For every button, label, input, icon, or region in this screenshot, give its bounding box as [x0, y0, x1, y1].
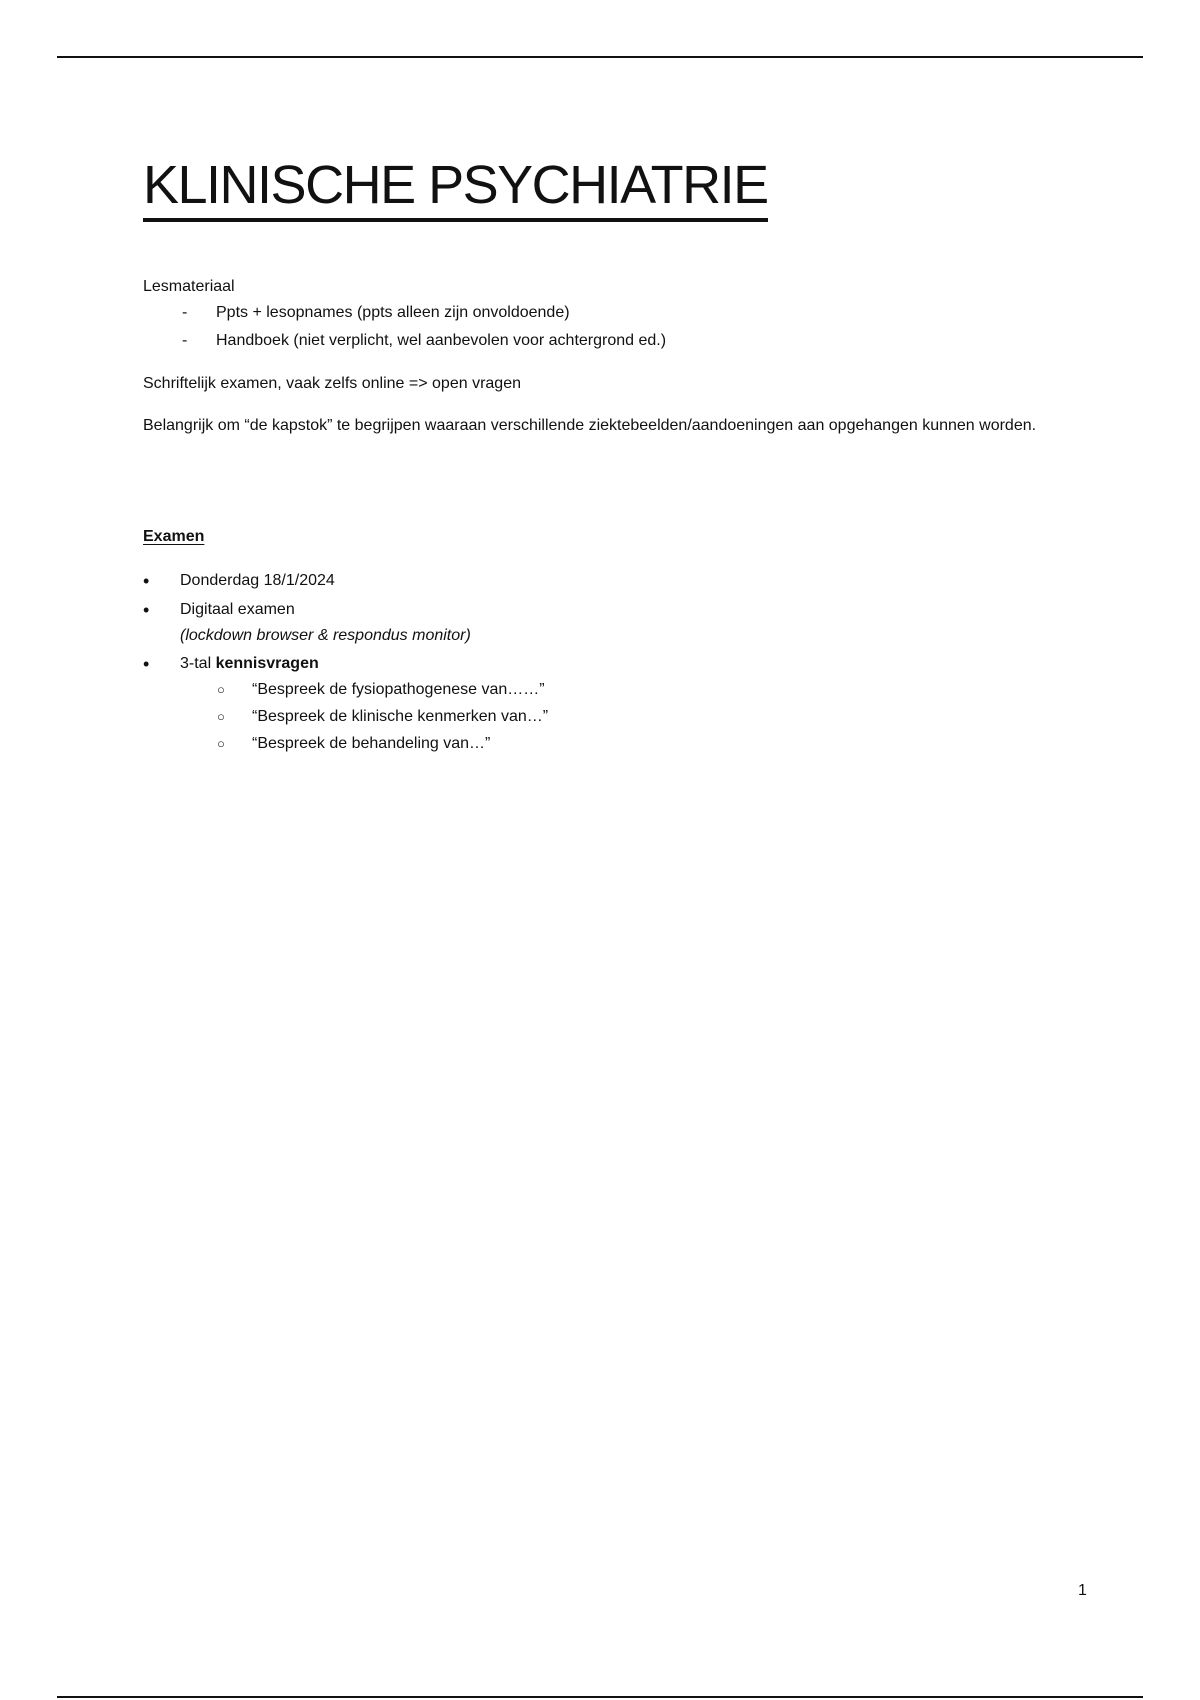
bullet-marker: • — [143, 654, 150, 674]
examen-item-note: (lockdown browser & respondus monitor) — [180, 627, 471, 644]
document-title: KLINISCHE PSYCHIATRIE — [143, 152, 768, 222]
header-rule — [57, 56, 1143, 58]
kennisvragen-bold: kennisvragen — [215, 655, 319, 672]
page-number: 1 — [1078, 1582, 1087, 1599]
question-item: “Bespreek de klinische kenmerken van…” — [252, 708, 549, 725]
lesmateriaal-item: Ppts + lesopnames (ppts alleen zijn onvoldoende) — [216, 304, 570, 321]
dash-marker: - — [182, 304, 188, 321]
examen-item-kennisvragen — [180, 651, 319, 677]
examen-heading: Examen — [143, 528, 205, 545]
examen-item-digital: Digitaal examen — [180, 601, 295, 618]
question-item: “Bespreek de fysiopathogenese van……” — [252, 681, 545, 698]
exam-format-paragraph: Schriftelijk examen, vaak zelfs online => open vragen — [143, 375, 521, 392]
question-item: “Bespreek de behandeling van…” — [252, 735, 491, 752]
bullet-marker: • — [143, 600, 150, 620]
dash-marker: - — [182, 332, 188, 349]
bullet-marker: • — [143, 571, 150, 591]
footer-rule — [57, 1696, 1143, 1698]
lesmateriaal-heading: Lesmateriaal — [143, 278, 235, 295]
examen-item-date: Donderdag 18/1/2024 — [180, 572, 335, 589]
circle-marker: ○ — [217, 736, 225, 751]
circle-marker: ○ — [217, 682, 225, 697]
circle-marker: ○ — [217, 709, 225, 724]
lesmateriaal-item: Handboek (niet verplicht, wel aanbevolen voor achtergrond ed.) — [216, 332, 667, 349]
kennisvragen-prefix: 3-tal — [180, 655, 216, 672]
kapstok-paragraph: Belangrijk om “de kapstok” te begrijpen waaraan verschillende ziektebeelden/aandoeningen aan opgehangen kunnen worden. — [143, 417, 1037, 434]
